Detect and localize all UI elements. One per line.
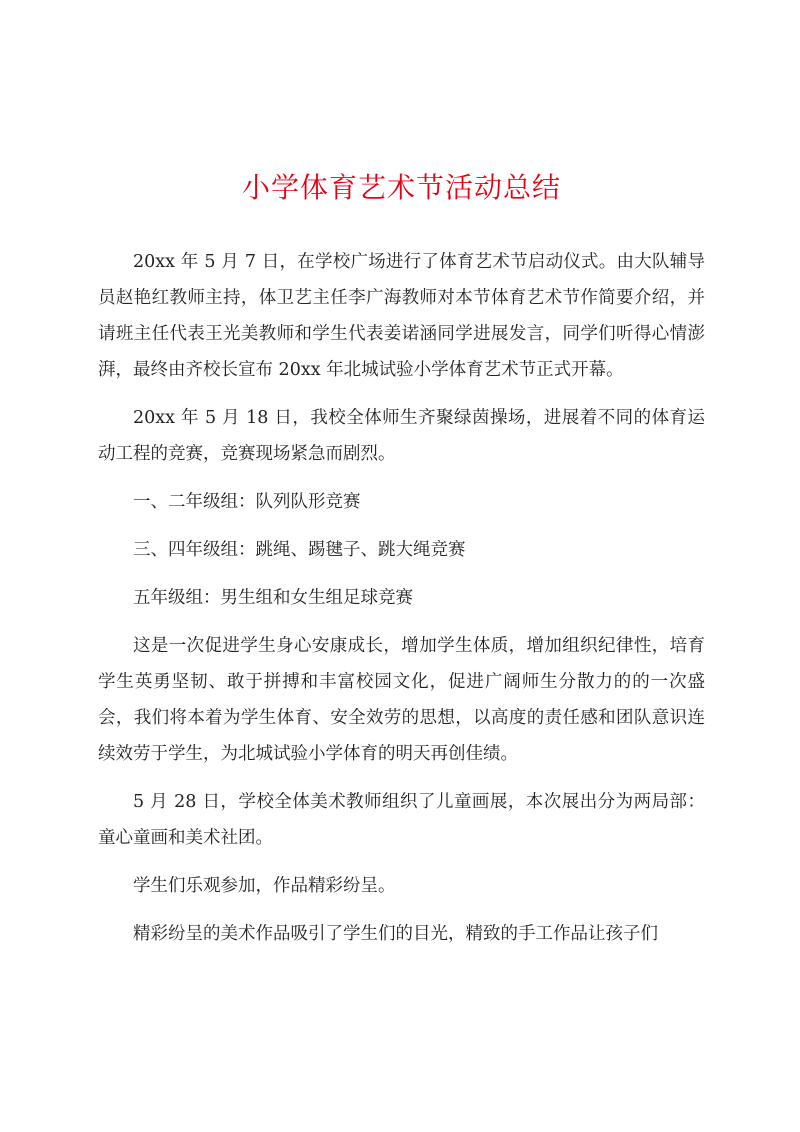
paragraph-artwork-attraction: 精彩纷呈的美术作品吸引了学生们的目光，精致的手工作品让孩子们 xyxy=(133,924,658,944)
paragraph-student-participation: 学生们乐观参加，作品精彩纷呈。 xyxy=(133,876,396,896)
paragraph-opening-ceremony: 20xx 年 5 月 7 日，在学校广场进行了体育艺术节启动仪式。由大队辅导员赵艳红教师主持，体卫艺主任李广海教师对本节体育艺术节作简要介绍，并请班主任代表王光美教师和学生代表姜诺涵同学进展发言，同学们听得心情澎湃，最终由齐校长宣布 20xx 年北城试验小学体育艺术节正式开幕。 xyxy=(98,252,705,380)
paragraph-grade-5: 五年级组：男生组和女生组足球竞赛 xyxy=(133,588,413,608)
paragraph-art-exhibition: 5 月 28 日，学校全体美术教师组织了儿童画展，本次展出分为两局部：童心童画和美术社团。 xyxy=(98,792,705,848)
document-body xyxy=(98,244,705,952)
paragraph-sports-competition: 20xx 年 5 月 18 日，我校全体师生齐聚绿茵操场，进展着不同的体育运动工程的竞赛，竞赛现场紧急而剧烈。 xyxy=(98,408,705,464)
paragraph-grade-1-2: 一、二年级组：队列队形竞赛 xyxy=(133,492,361,512)
paragraph-grade-3-4: 三、四年级组：跳绳、踢毽子、跳大绳竞赛 xyxy=(133,540,466,560)
paragraph-event-significance: 这是一次促进学生身心安康成长，增加学生体质，增加组织纪律性，培育学生英勇坚韧、敢于拼搏和丰富校园文化，促进广阔师生分散力的的一次盛会，我们将本着为学生体育、安全效劳的思想，以高度的责任感和团队意识连续效劳于学生，为北城试验小学体育的明天再创佳绩。 xyxy=(98,636,705,764)
document-title: 小学体育艺术节活动总结 xyxy=(241,171,561,204)
